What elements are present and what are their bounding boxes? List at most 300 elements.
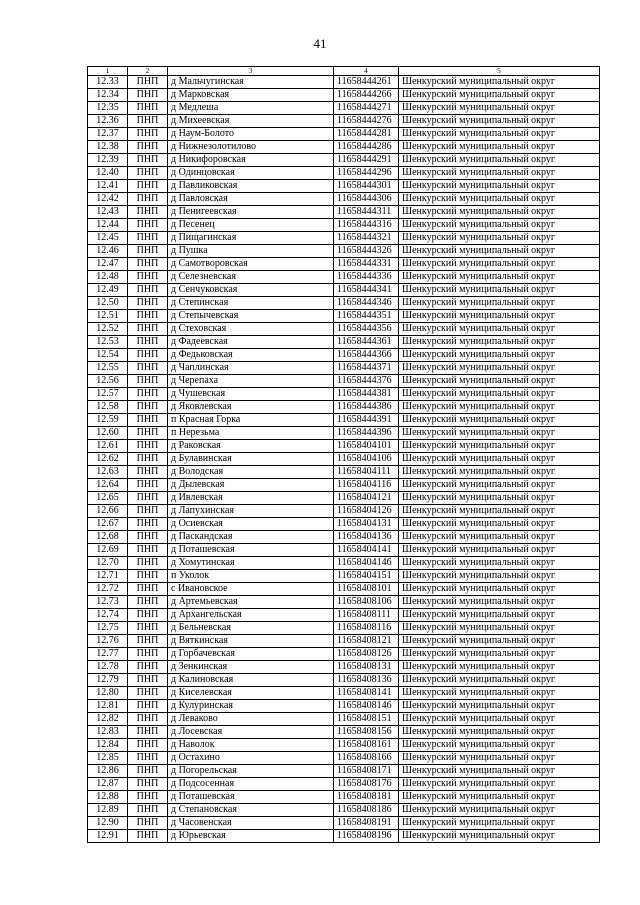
oktmo-code-cell: 11658444301 (334, 180, 399, 193)
row-number-cell: 12.73 (88, 596, 128, 609)
table-row (88, 531, 600, 544)
district-cell: Шенкурский муниципальный округ (399, 622, 600, 635)
district-cell: Шенкурский муниципальный округ (399, 401, 600, 414)
district-cell: Шенкурский муниципальный округ (399, 830, 600, 843)
category-cell: ПНП (128, 739, 168, 752)
row-number-cell: 12.56 (88, 375, 128, 388)
oktmo-code-cell: 11658408191 (334, 817, 399, 830)
oktmo-code-cell: 11658444376 (334, 375, 399, 388)
row-number-cell: 12.83 (88, 726, 128, 739)
settlement-name-cell: д Поташевская (168, 544, 334, 557)
row-number-cell: 12.90 (88, 817, 128, 830)
settlement-name-cell: д Леваково (168, 713, 334, 726)
row-number-cell: 12.45 (88, 232, 128, 245)
category-cell: ПНП (128, 284, 168, 297)
row-number-cell: 12.67 (88, 518, 128, 531)
table-row (88, 830, 600, 843)
settlement-name-cell: д Федьковская (168, 349, 334, 362)
oktmo-code-cell: 11658444356 (334, 323, 399, 336)
oktmo-code-cell: 11658444291 (334, 154, 399, 167)
row-number-cell: 12.72 (88, 583, 128, 596)
column-header: 2 (128, 67, 168, 76)
oktmo-code-cell: 11658444311 (334, 206, 399, 219)
oktmo-code-cell: 11658404121 (334, 492, 399, 505)
oktmo-code-cell: 11658444341 (334, 284, 399, 297)
row-number-cell: 12.89 (88, 804, 128, 817)
category-cell: ПНП (128, 791, 168, 804)
row-number-cell: 12.42 (88, 193, 128, 206)
row-number-cell: 12.46 (88, 245, 128, 258)
category-cell: ПНП (128, 596, 168, 609)
oktmo-code-cell: 11658444386 (334, 401, 399, 414)
settlement-name-cell: д Никифоровская (168, 154, 334, 167)
district-cell: Шенкурский муниципальный округ (399, 336, 600, 349)
oktmo-code-cell: 11658408146 (334, 700, 399, 713)
oktmo-code-cell: 11658408186 (334, 804, 399, 817)
table-row (88, 804, 600, 817)
table-row (88, 505, 600, 518)
oktmo-code-cell: 11658444396 (334, 427, 399, 440)
settlement-name-cell: д Вяткинская (168, 635, 334, 648)
oktmo-code-cell: 11658404111 (334, 466, 399, 479)
settlement-name-cell: д Остахино (168, 752, 334, 765)
table-row (88, 791, 600, 804)
category-cell: ПНП (128, 466, 168, 479)
settlement-name-cell: д Сенчуковская (168, 284, 334, 297)
settlement-name-cell: д Бельневская (168, 622, 334, 635)
settlement-name-cell: д Артемьевская (168, 596, 334, 609)
row-number-cell: 12.41 (88, 180, 128, 193)
category-cell: ПНП (128, 219, 168, 232)
district-cell: Шенкурский муниципальный округ (399, 258, 600, 271)
table-row (88, 102, 600, 115)
row-number-cell: 12.34 (88, 89, 128, 102)
category-cell: ПНП (128, 388, 168, 401)
category-cell: ПНП (128, 778, 168, 791)
category-cell: ПНП (128, 258, 168, 271)
category-cell: ПНП (128, 661, 168, 674)
category-cell: ПНП (128, 232, 168, 245)
oktmo-code-cell: 11658408176 (334, 778, 399, 791)
district-cell: Шенкурский муниципальный округ (399, 778, 600, 791)
table-row (88, 479, 600, 492)
settlement-name-cell: д Осиевская (168, 518, 334, 531)
category-cell: ПНП (128, 76, 168, 89)
district-cell: Шенкурский муниципальный округ (399, 206, 600, 219)
settlement-name-cell: д Паскандская (168, 531, 334, 544)
row-number-cell: 12.76 (88, 635, 128, 648)
district-cell: Шенкурский муниципальный округ (399, 76, 600, 89)
settlement-name-cell: д Чушевская (168, 388, 334, 401)
district-cell: Шенкурский муниципальный округ (399, 427, 600, 440)
district-cell: Шенкурский муниципальный округ (399, 674, 600, 687)
category-cell: ПНП (128, 713, 168, 726)
row-number-cell: 12.52 (88, 323, 128, 336)
oktmo-code-cell: 11658444381 (334, 388, 399, 401)
category-cell: ПНП (128, 414, 168, 427)
row-number-cell: 12.68 (88, 531, 128, 544)
settlement-name-cell: д Хомутинская (168, 557, 334, 570)
settlement-name-cell: д Марковская (168, 89, 334, 102)
category-cell: ПНП (128, 141, 168, 154)
oktmo-code-cell: 11658404101 (334, 440, 399, 453)
category-cell: ПНП (128, 765, 168, 778)
table-row (88, 661, 600, 674)
district-cell: Шенкурский муниципальный округ (399, 375, 600, 388)
oktmo-code-cell: 11658444321 (334, 232, 399, 245)
table-row (88, 726, 600, 739)
category-cell: ПНП (128, 440, 168, 453)
table-row (88, 336, 600, 349)
table-row (88, 713, 600, 726)
settlement-name-cell: д Степинская (168, 297, 334, 310)
category-cell: ПНП (128, 830, 168, 843)
category-cell: ПНП (128, 89, 168, 102)
table-row (88, 687, 600, 700)
settlement-name-cell: д Черепаха (168, 375, 334, 388)
table-row (88, 700, 600, 713)
oktmo-code-cell: 11658444271 (334, 102, 399, 115)
table-row (88, 76, 600, 89)
settlement-name-cell: д Лосевская (168, 726, 334, 739)
table-row (88, 674, 600, 687)
table-row (88, 570, 600, 583)
settlement-name-cell: д Нижнезолотилово (168, 141, 334, 154)
category-cell: ПНП (128, 609, 168, 622)
table-row (88, 440, 600, 453)
settlement-name-cell: п Нерезьма (168, 427, 334, 440)
table-row (88, 414, 600, 427)
category-cell: ПНП (128, 193, 168, 206)
category-cell: ПНП (128, 700, 168, 713)
district-cell: Шенкурский муниципальный округ (399, 635, 600, 648)
category-cell: ПНП (128, 297, 168, 310)
row-number-cell: 12.37 (88, 128, 128, 141)
oktmo-code-cell: 11658408136 (334, 674, 399, 687)
settlement-name-cell: д Киселевская (168, 687, 334, 700)
district-cell: Шенкурский муниципальный округ (399, 804, 600, 817)
district-cell: Шенкурский муниципальный округ (399, 245, 600, 258)
page-number: 41 (313, 36, 327, 51)
oktmo-code-cell: 11658408156 (334, 726, 399, 739)
table-row (88, 557, 600, 570)
row-number-cell: 12.71 (88, 570, 128, 583)
row-number-cell: 12.63 (88, 466, 128, 479)
table-row (88, 323, 600, 336)
settlement-name-cell: д Медлеша (168, 102, 334, 115)
column-header: 5 (399, 67, 600, 76)
district-cell: Шенкурский муниципальный округ (399, 297, 600, 310)
settlement-name-cell: п Уколок (168, 570, 334, 583)
row-number-cell: 12.43 (88, 206, 128, 219)
oktmo-code-cell: 11658444296 (334, 167, 399, 180)
oktmo-code-cell: 11658408181 (334, 791, 399, 804)
settlement-name-cell: д Наум-Болото (168, 128, 334, 141)
settlement-name-cell: д Павловская (168, 193, 334, 206)
table-header-row (88, 67, 600, 76)
table-row (88, 466, 600, 479)
table-row (88, 375, 600, 388)
settlement-name-cell: д Чаплинская (168, 362, 334, 375)
settlement-name-cell: д Часовенская (168, 817, 334, 830)
district-cell: Шенкурский муниципальный округ (399, 713, 600, 726)
settlement-name-cell: д Погорельская (168, 765, 334, 778)
settlement-name-cell: д Песенец (168, 219, 334, 232)
table-row (88, 154, 600, 167)
table-row (88, 180, 600, 193)
table-row (88, 349, 600, 362)
district-cell: Шенкурский муниципальный округ (399, 115, 600, 128)
district-cell: Шенкурский муниципальный округ (399, 310, 600, 323)
oktmo-code-cell: 11658408171 (334, 765, 399, 778)
district-cell: Шенкурский муниципальный округ (399, 505, 600, 518)
row-number-cell: 12.47 (88, 258, 128, 271)
oktmo-code-cell: 11658444286 (334, 141, 399, 154)
settlement-name-cell: д Раковская (168, 440, 334, 453)
row-number-cell: 12.58 (88, 401, 128, 414)
table-row (88, 206, 600, 219)
table-body (88, 76, 600, 843)
category-cell: ПНП (128, 817, 168, 830)
category-cell: ПНП (128, 453, 168, 466)
district-cell: Шенкурский муниципальный округ (399, 570, 600, 583)
row-number-cell: 12.69 (88, 544, 128, 557)
district-cell: Шенкурский муниципальный округ (399, 219, 600, 232)
oktmo-code-cell: 11658408116 (334, 622, 399, 635)
district-cell: Шенкурский муниципальный округ (399, 466, 600, 479)
category-cell: ПНП (128, 167, 168, 180)
oktmo-code-cell: 11658404126 (334, 505, 399, 518)
row-number-cell: 12.49 (88, 284, 128, 297)
category-cell: ПНП (128, 375, 168, 388)
oktmo-code-cell: 11658444266 (334, 89, 399, 102)
district-cell: Шенкурский муниципальный округ (399, 752, 600, 765)
district-cell: Шенкурский муниципальный округ (399, 557, 600, 570)
row-number-cell: 12.39 (88, 154, 128, 167)
category-cell: ПНП (128, 349, 168, 362)
table-row (88, 648, 600, 661)
category-cell: ПНП (128, 674, 168, 687)
row-number-cell: 12.84 (88, 739, 128, 752)
oktmo-code-cell: 11658404116 (334, 479, 399, 492)
district-cell: Шенкурский муниципальный округ (399, 154, 600, 167)
row-number-cell: 12.80 (88, 687, 128, 700)
category-cell: ПНП (128, 427, 168, 440)
row-number-cell: 12.51 (88, 310, 128, 323)
settlement-name-cell: д Дылевская (168, 479, 334, 492)
row-number-cell: 12.74 (88, 609, 128, 622)
category-cell: ПНП (128, 362, 168, 375)
table-row (88, 427, 600, 440)
oktmo-code-cell: 11658408121 (334, 635, 399, 648)
oktmo-code-cell: 11658444326 (334, 245, 399, 258)
oktmo-code-cell: 11658408196 (334, 830, 399, 843)
row-number-cell: 12.91 (88, 830, 128, 843)
settlement-name-cell: д Ивлевская (168, 492, 334, 505)
table-row (88, 544, 600, 557)
category-cell: ПНП (128, 544, 168, 557)
settlement-name-cell: д Володская (168, 466, 334, 479)
oktmo-code-cell: 11658444336 (334, 271, 399, 284)
table-row (88, 596, 600, 609)
district-cell: Шенкурский муниципальный округ (399, 414, 600, 427)
settlement-name-cell: д Яковлевская (168, 401, 334, 414)
oktmo-code-cell: 11658404131 (334, 518, 399, 531)
oktmo-code-cell: 11658408111 (334, 609, 399, 622)
oktmo-code-cell: 11658408151 (334, 713, 399, 726)
settlement-name-cell: д Пищагинская (168, 232, 334, 245)
oktmo-code-cell: 11658444306 (334, 193, 399, 206)
row-number-cell: 12.59 (88, 414, 128, 427)
row-number-cell: 12.50 (88, 297, 128, 310)
row-number-cell: 12.70 (88, 557, 128, 570)
oktmo-code-cell: 11658444371 (334, 362, 399, 375)
table-row (88, 271, 600, 284)
table-row (88, 232, 600, 245)
settlement-name-cell: д Подсосенная (168, 778, 334, 791)
table-row (88, 583, 600, 596)
district-cell: Шенкурский муниципальный округ (399, 479, 600, 492)
row-number-cell: 12.40 (88, 167, 128, 180)
district-cell: Шенкурский муниципальный округ (399, 817, 600, 830)
row-number-cell: 12.62 (88, 453, 128, 466)
oktmo-code-cell: 11658444366 (334, 349, 399, 362)
row-number-cell: 12.53 (88, 336, 128, 349)
district-cell: Шенкурский муниципальный округ (399, 765, 600, 778)
table-row (88, 219, 600, 232)
table-row (88, 245, 600, 258)
district-cell: Шенкурский муниципальный округ (399, 128, 600, 141)
category-cell: ПНП (128, 570, 168, 583)
table-row (88, 167, 600, 180)
settlement-name-cell: д Калиновская (168, 674, 334, 687)
oktmo-code-cell: 11658404106 (334, 453, 399, 466)
row-number-cell: 12.85 (88, 752, 128, 765)
table-row (88, 128, 600, 141)
category-cell: ПНП (128, 804, 168, 817)
row-number-cell: 12.65 (88, 492, 128, 505)
table-row (88, 817, 600, 830)
district-cell: Шенкурский муниципальный округ (399, 518, 600, 531)
district-cell: Шенкурский муниципальный округ (399, 440, 600, 453)
district-cell: Шенкурский муниципальный округ (399, 89, 600, 102)
category-cell: ПНП (128, 271, 168, 284)
category-cell: ПНП (128, 310, 168, 323)
settlement-name-cell: д Архангельская (168, 609, 334, 622)
settlement-name-cell: с Ивановское (168, 583, 334, 596)
row-number-cell: 12.86 (88, 765, 128, 778)
district-cell: Шенкурский муниципальный округ (399, 648, 600, 661)
oktmo-code-cell: 11658444331 (334, 258, 399, 271)
table-row (88, 778, 600, 791)
settlement-name-cell: д Горбачевская (168, 648, 334, 661)
table-row (88, 765, 600, 778)
district-cell: Шенкурский муниципальный округ (399, 232, 600, 245)
row-number-cell: 12.75 (88, 622, 128, 635)
district-cell: Шенкурский муниципальный округ (399, 791, 600, 804)
category-cell: ПНП (128, 102, 168, 115)
category-cell: ПНП (128, 115, 168, 128)
settlement-name-cell: д Наволок (168, 739, 334, 752)
row-number-cell: 12.38 (88, 141, 128, 154)
district-cell: Шенкурский муниципальный округ (399, 362, 600, 375)
table-row (88, 492, 600, 505)
category-cell: ПНП (128, 154, 168, 167)
district-cell: Шенкурский муниципальный округ (399, 739, 600, 752)
district-cell: Шенкурский муниципальный округ (399, 596, 600, 609)
oktmo-code-cell: 11658444391 (334, 414, 399, 427)
row-number-cell: 12.87 (88, 778, 128, 791)
district-cell: Шенкурский муниципальный округ (399, 531, 600, 544)
table-row (88, 284, 600, 297)
oktmo-code-cell: 11658444316 (334, 219, 399, 232)
table-row (88, 297, 600, 310)
district-cell: Шенкурский муниципальный округ (399, 388, 600, 401)
row-number-cell: 12.57 (88, 388, 128, 401)
row-number-cell: 12.79 (88, 674, 128, 687)
table-row (88, 115, 600, 128)
settlement-name-cell: п Красная Горка (168, 414, 334, 427)
category-cell: ПНП (128, 323, 168, 336)
district-cell: Шенкурский муниципальный округ (399, 167, 600, 180)
category-cell: ПНП (128, 128, 168, 141)
category-cell: ПНП (128, 518, 168, 531)
table-row (88, 622, 600, 635)
district-cell: Шенкурский муниципальный округ (399, 726, 600, 739)
table-row (88, 310, 600, 323)
column-header: 3 (168, 67, 334, 76)
oktmo-code-cell: 11658408166 (334, 752, 399, 765)
row-number-cell: 12.78 (88, 661, 128, 674)
category-cell: ПНП (128, 622, 168, 635)
settlement-name-cell: д Павликовская (168, 180, 334, 193)
district-cell: Шенкурский муниципальный округ (399, 323, 600, 336)
category-cell: ПНП (128, 635, 168, 648)
category-cell: ПНП (128, 648, 168, 661)
settlement-name-cell: д Одинцовская (168, 167, 334, 180)
oktmo-code-cell: 11658408126 (334, 648, 399, 661)
table-row (88, 401, 600, 414)
district-cell: Шенкурский муниципальный округ (399, 193, 600, 206)
row-number-cell: 12.64 (88, 479, 128, 492)
settlement-name-cell: д Самотворовская (168, 258, 334, 271)
settlements-table (87, 66, 600, 843)
oktmo-code-cell: 11658408131 (334, 661, 399, 674)
category-cell: ПНП (128, 401, 168, 414)
column-header: 4 (334, 67, 399, 76)
district-cell: Шенкурский муниципальный округ (399, 271, 600, 284)
oktmo-code-cell: 11658408141 (334, 687, 399, 700)
oktmo-code-cell: 11658444281 (334, 128, 399, 141)
category-cell: ПНП (128, 583, 168, 596)
district-cell: Шенкурский муниципальный округ (399, 141, 600, 154)
row-number-cell: 12.61 (88, 440, 128, 453)
oktmo-code-cell: 11658444276 (334, 115, 399, 128)
category-cell: ПНП (128, 206, 168, 219)
settlement-name-cell: д Юрьевская (168, 830, 334, 843)
oktmo-code-cell: 11658404151 (334, 570, 399, 583)
category-cell: ПНП (128, 336, 168, 349)
category-cell: ПНП (128, 752, 168, 765)
table-row (88, 362, 600, 375)
table-row (88, 89, 600, 102)
district-cell: Шенкурский муниципальный округ (399, 284, 600, 297)
row-number-cell: 12.44 (88, 219, 128, 232)
oktmo-code-cell: 11658444261 (334, 76, 399, 89)
category-cell: ПНП (128, 687, 168, 700)
district-cell: Шенкурский муниципальный округ (399, 661, 600, 674)
category-cell: ПНП (128, 505, 168, 518)
